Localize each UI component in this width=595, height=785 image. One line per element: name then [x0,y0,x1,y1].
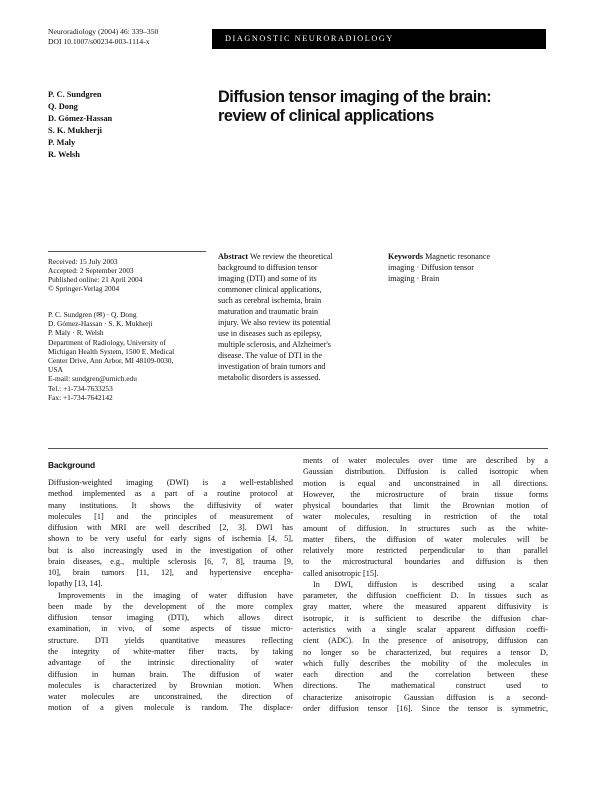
body-column-right [303,455,548,714]
abstract-line: multiple sclerosis, and Alzheimer's [218,340,331,349]
keywords-text: Magnetic resonance [425,252,491,261]
body-line: which fully describes the mobility of the molecules in [303,658,548,668]
body-line: cient (ADC). In the presence of anisotropy, diffusion can [303,636,548,646]
abstract-first-line [218,251,378,262]
journal-volume-pages: Neuroradiology (2004) 46: 339–350 [48,27,159,36]
author-name: Q. Dong [48,102,78,111]
section-heading: Background [48,460,95,470]
body-line: no longer so be characterized, but requires a tensor D, [303,647,548,657]
body-line: diffusion in human brain. The diffusion of water [48,669,293,679]
article-title-line: review of clinical applications [218,107,434,125]
body-column-left [48,477,293,714]
body-line: relatively more restricted perpendicular to than parallel [303,546,548,556]
body-line: gray matter, where the measured apparent diffusivity is [303,602,548,612]
corr-line: P. C. Sundgren (✉) · Q. Dong [48,310,137,319]
abstract-line: metabolic disorders is assessed. [218,373,321,382]
body-line: structure. DTI yields quantitative measures reflecting [48,635,293,645]
abstract-line: maturation and traumatic brain [218,307,319,316]
section-banner: DIAGNOSTIC NEURORADIOLOGY [212,29,546,49]
abstract [218,251,378,383]
journal-citation [48,27,158,47]
abstract-line: such as cerebral ischemia, brain [218,296,322,305]
divider [48,448,548,449]
author-name: P. Maly [48,138,76,147]
correspondence-block [48,310,174,402]
keywords-first-line [388,251,550,262]
corr-line: Department of Radiology, University of [48,337,166,347]
body-line: to the microstructural boundaries and diffusion is then [303,557,548,567]
body-line: many institutions. It shows the diffusivity of water [48,500,293,510]
corr-line: Michigan Health System, 1500 E. Medical [48,346,175,356]
abstract-line: commoner clinical applications, [218,285,322,294]
abstract-line: use in diseases such as epilepsy, [218,329,322,338]
divider [48,251,206,252]
keywords [388,251,550,284]
body-line: advantage of the intrinsic directionality of water [48,658,293,668]
publication-dates [48,257,142,293]
keywords-line: imaging · Diffusion tensor [388,263,474,272]
body-line: shown to be very useful for early signs of ischemia [4, 5], [48,534,293,544]
keywords-label: Keywords [388,252,424,261]
body-line: molecules [1] and the principles of measurement of [48,511,293,521]
abstract-line: injury. We also review its potential [218,318,331,327]
corr-line: P. Maly · R. Welsh [48,328,104,338]
date-accepted: Accepted: 2 September 2003 [48,266,134,276]
body-line: each direction and the correlation between these [303,670,548,680]
body-line: amount of diffusion. In structures such as the white- [303,523,548,533]
body-line: acteristics with a single scalar apparent diffusion coeffi- [303,624,548,634]
body-line: lopathy [13, 14]. [48,579,103,589]
author-name: S. K. Mukherji [48,126,102,135]
body-line: been made by the development of the more complex [48,601,293,611]
abstract-line: investigation of brain tumors and [218,362,326,371]
abstract-line: disease. The value of DTI in the [218,351,322,360]
date-received: Received: 15 July 2003 [48,257,118,266]
journal-doi: DOI 10.1007/s00234-003-1114-x [48,37,150,46]
abstract-line: background to diffusion tensor [218,263,318,272]
corr-line: D. Gómez-Hassan · S. K. Mukherji [48,319,153,329]
copyright: © Springer-Verlag 2004 [48,284,120,294]
body-line: isotropic, it is sufficient to describe the diffusion char- [303,613,548,623]
corr-line: USA [48,365,63,375]
body-line: motion is equal and unconstrained in all directions. [303,478,548,488]
body-line: Diffusion-weighted imaging (DWI) is a well-established [48,478,293,487]
body-line: diffusion with MRI are well described [2, 3]. DWI has [48,523,293,533]
body-line: but is also increasingly used in the investigation of other [48,545,293,555]
body-line: the integrity of white-matter fiber tracts, by taking [48,646,293,656]
body-line: molecules is characterized by Brownian motion. When [48,680,293,690]
date-published: Published online: 21 April 2004 [48,275,143,285]
body-line: 10], brain tumors [11, 12], and hypertensive encepha- [48,568,293,578]
body-line: directions. The mathematical construct used to [303,681,548,691]
body-line: water molecules are unconstrained, the direction of [48,692,293,702]
author-name: P. C. Sundgren [48,90,102,99]
author-list [48,89,112,161]
body-line: motion of a given molecule is random. The displace- [48,703,293,713]
body-line: diffusion tensor imaging (DTI), which allows direct [48,613,293,623]
corr-fax: Fax: +1-734-7642142 [48,392,113,402]
corr-line: Center Drive, Ann Arbor, MI 48109-0030, [48,356,174,366]
body-line: examination, in vivo, of some aspects of tissue micro- [48,624,293,634]
body-line: parameter, the diffusion coefficient D. In tissues such as [303,591,548,601]
body-line: called anisotropic [15]. [303,568,379,578]
abstract-label: Abstract [218,252,249,261]
abstract-line: imaging (DTI) and some of its [218,274,317,283]
body-line: brain diseases, e.g., multiple sclerosis [6, 7, 8], trauma [9, [48,556,293,566]
body-line: matter fibers, the diffusion of water molecules will be [303,534,548,544]
article-title [218,88,548,126]
body-line: order diffusion tensor [16]. Since the tensor is symmetric, [303,703,548,713]
article-title-line: Diffusion tensor imaging of the brain: [218,88,492,106]
keywords-line: imaging · Brain [388,274,440,283]
corr-phone: Tel.: +1-734-7633253 [48,383,113,393]
body-line: physical boundaries that limit the Brownian motion of [303,501,548,511]
body-line: characterize anisotropic Gaussian diffusion is a second- [303,692,548,702]
abstract-text: We review the theoretical [250,252,333,261]
body-line: Improvements in the imaging of water diffusion have [58,590,293,600]
body-line: Gaussian distribution. Diffusion is called isotropic when [303,467,548,477]
author-name: D. Gómez-Hassan [48,114,113,123]
author-name: R. Welsh [48,150,80,159]
body-line: However, the microstructure of brain tissue forms [303,489,548,499]
body-line: In DWI, diffusion is described using a scalar [313,579,548,589]
body-line: ments of water molecules over time are described by a [303,456,548,465]
body-line: method implemented as a part of a routine protocol at [48,489,293,499]
corr-email[interactable]: E-mail: sundgren@umich.edu [48,374,137,384]
body-line: water molecules, resulting in restriction of the total [303,512,548,522]
